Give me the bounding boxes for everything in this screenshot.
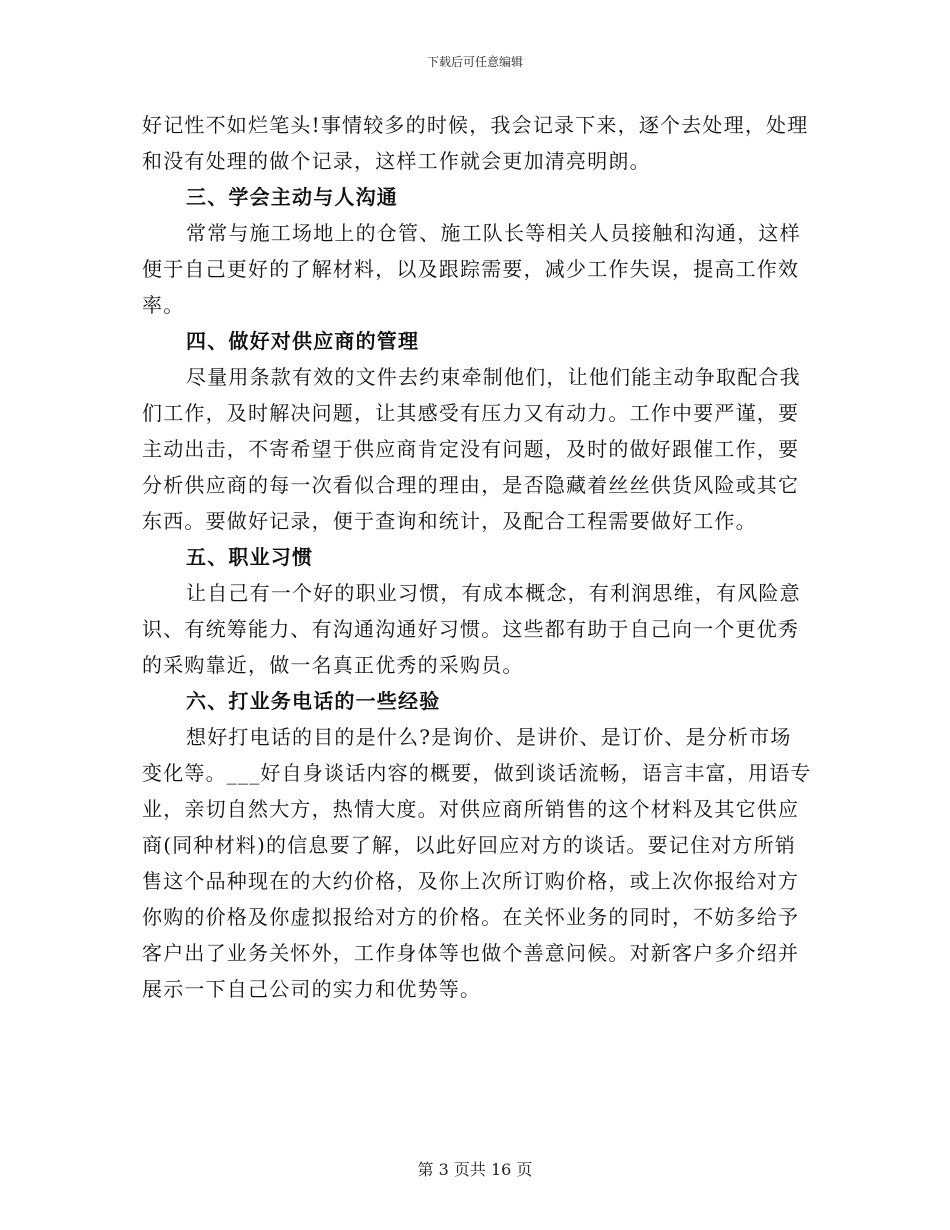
page-header-note: 下载后可任意编辑 bbox=[426, 55, 523, 69]
document-body bbox=[142, 107, 812, 1007]
section-3-paragraph: 常常与施工场地上的仓管、施工队长等相关人员接触和沟通，这样便于自己更好的了解材料，以及跟踪需要，减少工作失误，提高工作效率。 bbox=[142, 221, 801, 317]
section-5-heading: 五、职业习惯 bbox=[186, 545, 314, 569]
section-6-heading: 六、打业务电话的一些经验 bbox=[186, 689, 441, 713]
page-number: 第 3 页共 16 页 bbox=[417, 1160, 533, 1179]
section-5-paragraph: 让自己有一个好的职业习惯，有成本概念，有利润思维，有风险意识、有统筹能力、有沟通沟通好习惯。这些都有助于自己向一个更优秀的采购靠近，做一名真正优秀的采购员。 bbox=[142, 581, 801, 677]
section-4-paragraph: 尽量用条款有效的文件去约束牵制他们，让他们能主动争取配合我们工作，及时解决问题，让其感受有压力又有动力。工作中要严谨，要主动出击，不寄希望于供应商肯定没有问题，及时的做好跟催工作，要分析供应商的每一次看似合理的理由，是否隐藏着丝丝供货风险或其它东西。要做好记录，便于查询和统计，及配合工程需要做好工作。 bbox=[142, 365, 801, 533]
section-3-heading: 三、学会主动与人沟通 bbox=[186, 185, 398, 209]
paragraph-continuation: 好记性不如烂笔头!事情较多的时候，我会记录下来，逐个去处理，处理和没有处理的做个记录，这样工作就会更加清亮明朗。 bbox=[142, 113, 809, 173]
section-4-heading: 四、做好对供应商的管理 bbox=[186, 329, 420, 353]
section-6-paragraph: 想好打电话的目的是什么?是询价、是讲价、是订价、是分析市场变化等。___好自身谈话内容的概要，做到谈话流畅，语言丰富，用语专业，亲切自然大方，热情大度。对供应商所销售的这个材料及其它供应商(同种材料)的信息要了解，以此好回应对方的谈话。要记住对方所销售这个品种现在的大约价格，及你上次所订购价格，或上次你报给对方你购的价格及你虚拟报给对方的价格。在关怀业务的同时，不妨多给予客户出了业务关怀外，工作身体等也做个善意问候。对新客户多介绍并展示一下自己公司的实力和优势等。 bbox=[142, 725, 812, 1001]
